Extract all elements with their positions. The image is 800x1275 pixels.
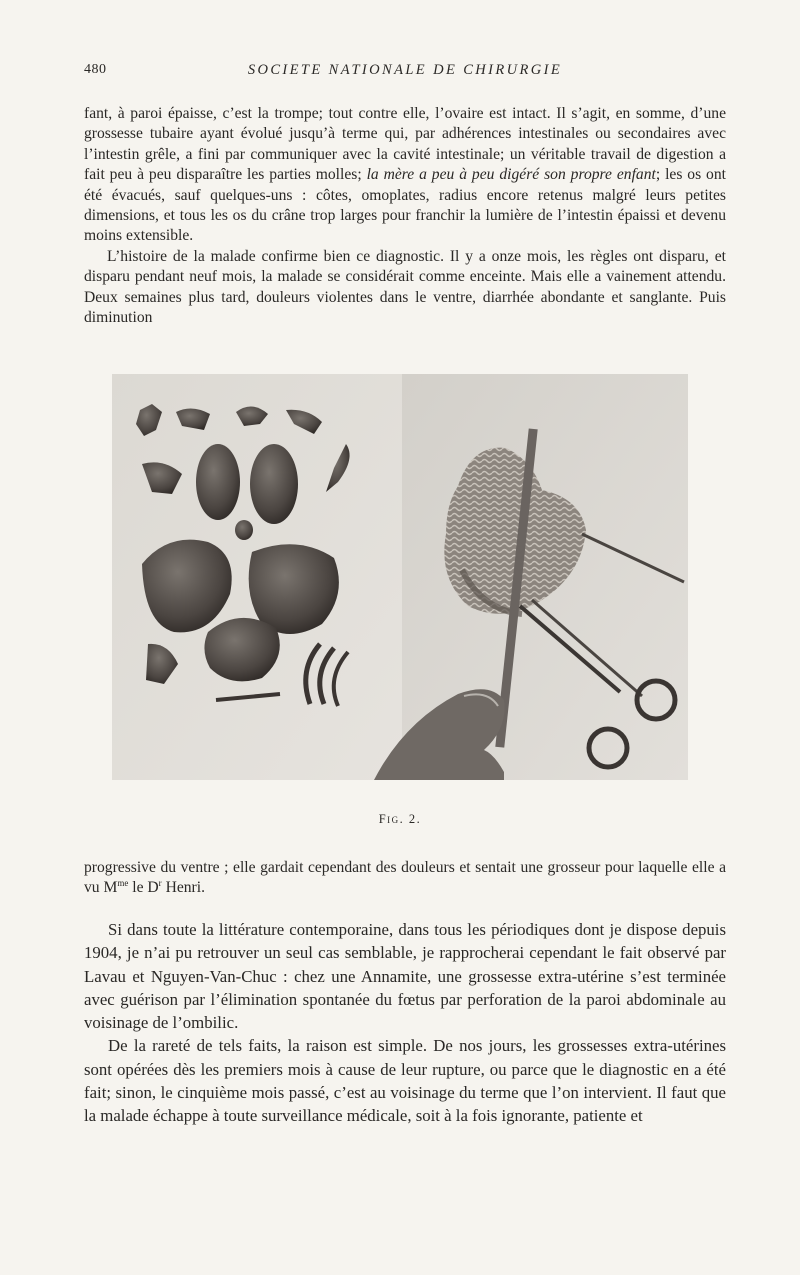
parietal-bone: [196, 444, 240, 520]
paragraph-history: L’histoire de la malade confirme bien ce diagnostic. Il y a onze mois, les règles ont disparu, et disparu pendant neuf mois, la malade se considérait comme enceinte. Mais elle a vainement attendu. Deux semaines plus tard, douleurs violentes dans le ventre, diarrhée abondante et sanglante. Puis diminution: [84, 247, 726, 327]
paragraph-literature: Si dans toute la littérature contemporaine, dans tous les périodiques dont je dispose depuis 1904, je n’ai pu retrouver un seul cas semblable, je rapprocherai cependant le fait observé par Lavau et Nguyen-Van-Chuc : chez une Annamite, une grossesse extra-utérine s’est terminée avec guérison par l’élimination spontanée du fœtus par perforation de la paroi abdominale au voisinage de l’ombilic.: [84, 920, 726, 1033]
figure-photograph: [112, 374, 688, 780]
paragraph-text: Henri.: [161, 879, 205, 897]
mid-text-block: [84, 858, 726, 899]
running-head: SOCIETE NATIONALE DE CHIRURGIE: [247, 62, 563, 78]
paragraph-text: progressive du ventre ; elle gardait cependant des douleurs et sentait une grosseur pour laquelle elle a vu M: [84, 859, 726, 897]
top-text-block: [84, 104, 726, 328]
paragraph-text: fant, à paroi épaisse, c’est la trompe; tout contre elle, l’ovaire est intact. Il s’agit, en somme, d’une grossesse tubaire ayant évolué jusqu’à terme qui, par adhérences intestinales ou secondaires avec l’intestin grêle, a fini par communiquer avec la cavité intestinale; un véritable travail de digestion a fait peu à peu disparaître les parties molles;: [84, 105, 726, 184]
superscript: r: [158, 878, 162, 889]
italic-phrase: la mère a peu à peu digéré son propre enfant: [366, 166, 656, 184]
page-header: [84, 62, 726, 86]
paragraph-continuation-2: [84, 858, 726, 899]
paragraph-text: ; les os ont été évacués, sauf quelques-uns : côtes, omoplates, radius encore retenus malgré leurs petites dimensions, et tous les os du crâne trop larges pour franchir la lumière de l’intestin épaissi et devenu moins extensible.: [84, 166, 726, 245]
superscript: me: [117, 878, 129, 889]
bottom-text-block: [84, 918, 726, 1128]
paragraph-text: le D: [128, 879, 159, 897]
parietal-bone: [250, 444, 298, 524]
figure-caption: Fig. 2.: [378, 812, 422, 826]
paragraph-rarity: De la rareté de tels faits, la raison est simple. De nos jours, les grossesses extra-utérines sont opérées dès les premiers mois à cause de leur rupture, ou parce que le diagnostic en a été fait; sinon, le cinquième mois passé, c’est au voisinage du terme que l’on intervient. Il faut que la malade échappe à toute surveillance médicale, soit à la fois ignorante, patiente et: [84, 1036, 726, 1126]
small-bone: [235, 520, 253, 540]
page-number: 480: [84, 62, 107, 77]
paragraph-continuation: [84, 104, 726, 247]
